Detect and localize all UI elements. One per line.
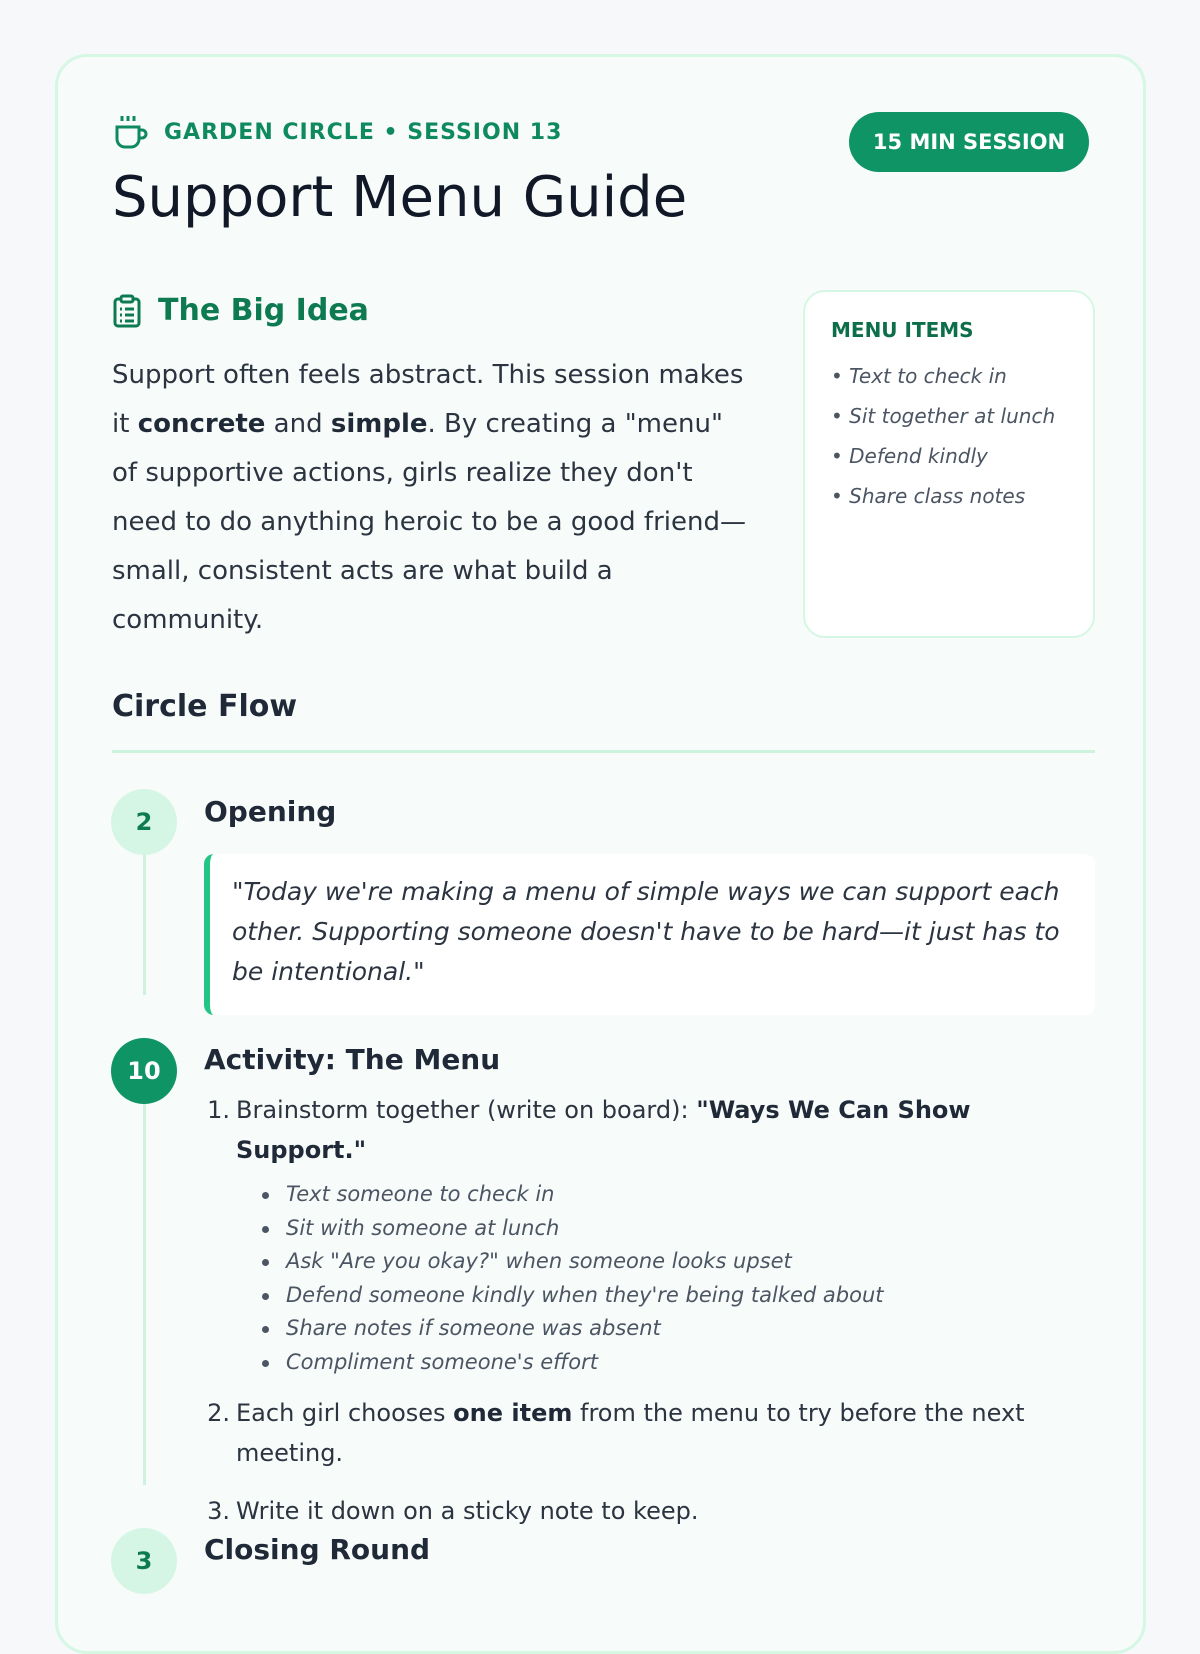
instruction-text-part: Each girl chooses: [236, 1399, 454, 1427]
step-title-opening: Opening: [204, 795, 337, 828]
step-title-activity: Activity: The Menu: [204, 1043, 501, 1076]
instruction-item: [204, 1393, 1104, 1473]
menu-item: • Text to check in: [831, 364, 1007, 388]
instruction-bold: "Ways We Can Show Support.": [236, 1096, 971, 1164]
step-minutes-badge: 10: [111, 1038, 177, 1104]
step-minutes-badge: 2: [111, 789, 177, 855]
list-item: Ask "Are you okay?" when someone looks upset: [256, 1245, 1104, 1279]
idea-bold-simple: simple: [330, 409, 428, 439]
instruction-bold: one item: [453, 1399, 573, 1427]
clipboard-icon: [112, 294, 142, 328]
step-title-closing: Closing Round: [204, 1533, 431, 1566]
cup-icon: [112, 113, 150, 151]
menu-items-heading: MENU ITEMS: [831, 318, 974, 342]
spacer: [204, 1473, 1104, 1491]
timeline-line: [143, 1104, 146, 1485]
brainstorm-list: [256, 1178, 1104, 1379]
idea-text-part: and: [265, 409, 331, 439]
instruction-text-part: from the menu to try before the next meeting.: [236, 1399, 1025, 1467]
divider: [112, 750, 1095, 753]
page-title: Support Menu Guide: [112, 165, 688, 230]
menu-items-box: [803, 290, 1095, 638]
list-item: Sit with someone at lunch: [256, 1212, 1104, 1246]
circle-flow-heading: Circle Flow: [112, 689, 298, 724]
menu-item: • Defend kindly: [831, 444, 988, 468]
list-item: Defend someone kindly when they're being talked about: [256, 1279, 1104, 1313]
menu-item: • Sit together at lunch: [831, 404, 1056, 428]
idea-text-part: Support often feels abstract. This session makes it: [112, 360, 744, 439]
timeline-line: [143, 855, 146, 995]
instruction-text: [236, 1090, 1104, 1170]
instruction-item: [204, 1491, 1104, 1531]
session-card: [55, 54, 1146, 1654]
duration-badge: 15 MIN SESSION: [849, 112, 1089, 172]
instruction-number: 1.: [207, 1096, 230, 1124]
instruction-text: Write it down on a sticky note to keep.: [236, 1497, 699, 1525]
step-minutes-badge: 3: [111, 1528, 177, 1594]
session-eyebrow: [112, 113, 562, 151]
instruction-number: 2.: [207, 1399, 230, 1427]
idea-bold-concrete: concrete: [137, 409, 266, 439]
instruction-item: [204, 1090, 1104, 1170]
activity-instructions: [204, 1090, 1104, 1531]
opening-quote: "Today we're making a menu of simple ways we can support each other. Supporting someone doesn't have to be hard—it just has to be intentional.": [204, 854, 1095, 1015]
list-item: Text someone to check in: [256, 1178, 1104, 1212]
big-idea-title: The Big Idea: [158, 293, 369, 328]
list-item: Share notes if someone was absent: [256, 1312, 1104, 1346]
idea-text-part: . By creating a "menu" of supportive actions, girls realize they don't need to do anything heroic to be a good friend—small, consistent acts are what build a community.: [112, 409, 746, 635]
instruction-text: [236, 1393, 1104, 1473]
instruction-text-part: Brainstorm together (write on board):: [236, 1096, 697, 1124]
instruction-number: 3.: [207, 1497, 230, 1525]
list-item: Compliment someone's effort: [256, 1346, 1104, 1380]
menu-item: • Share class notes: [831, 484, 1026, 508]
big-idea-text: [112, 351, 752, 645]
eyebrow-text: GARDEN CIRCLE • SESSION 13: [164, 119, 563, 145]
big-idea-heading: [112, 293, 369, 328]
